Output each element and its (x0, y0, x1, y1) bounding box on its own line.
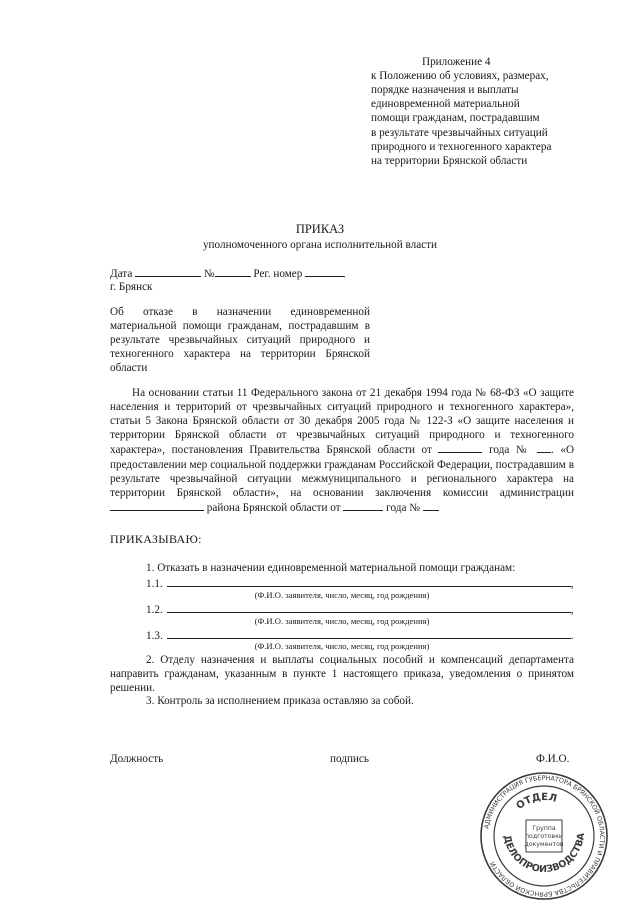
signature-position: Должность (110, 753, 164, 765)
conclusion-date-field[interactable] (343, 500, 383, 511)
item-2-text: 2. Отделу назначения и выплаты социальных пособий и компенсаций департамента направить гражданам, указанным в пункте 1 настоящего приказа, уведомления о принятом решении. (110, 654, 574, 695)
date-field[interactable] (135, 266, 201, 277)
fio-caption: (Ф.И.О. заявителя, число, месяц, год рождения) (254, 616, 430, 626)
document-subtitle: уполномоченного органа исполнительной власти (202, 239, 438, 251)
fio-field-2[interactable] (167, 602, 571, 613)
document-title: ПРИКАЗ (295, 222, 345, 236)
stamp-word-bottom: ДЕЛОПРОИЗВОДСТВА (501, 832, 588, 876)
stamp-word-top: ОТДЕЛ (514, 791, 558, 812)
conclusion-number-field[interactable] (423, 500, 439, 511)
stamp-graphic (478, 770, 610, 902)
district-field[interactable] (110, 500, 204, 511)
basis-text-1: На основании статьи 11 Федерального закона от 21 декабря 1994 года № 68-ФЗ «О защите населения и территорий от чрезвычайных ситуаций природного и техногенного характера», статьи 5 Закона Брянской области от 30 декабря 2005 года № 122-З «О защите населения и территории Брянской области от чрезвычайных ситуаций природного и техногенного характера», постановления Правительства Брянской области от (110, 387, 574, 457)
item-2 (110, 653, 574, 695)
appendix-line: к Положению об условиях, размерах, (371, 70, 549, 83)
stamp-center-line-1: Группа (532, 825, 556, 832)
reg-number-field[interactable] (305, 266, 345, 277)
resolution-date-field[interactable] (438, 442, 482, 453)
appendix-block (371, 55, 571, 168)
appendix-line: на территории Брянской области (371, 154, 528, 167)
reg-number-label: Рег. номер (253, 268, 303, 280)
item-1: 1. Отказать в назначении единовременной материальной помощи гражданам: (146, 562, 516, 574)
date-label: Дата (110, 268, 133, 280)
fio-caption: (Ф.И.О. заявителя, число, месяц, год рождения) (254, 641, 430, 651)
appendix-line: порядке назначения и выплаты (371, 84, 519, 97)
fio-row-end: . (570, 630, 574, 642)
fio-row-number: 1.3. (146, 630, 163, 642)
fio-row-end: , (570, 604, 574, 616)
stamp-center-line-3: документов (524, 841, 564, 848)
city-line: г. Брянск (110, 281, 153, 293)
fio-row-number: 1.1. (146, 578, 163, 590)
fio-row-end: , (570, 578, 574, 590)
fio-row-1 (146, 576, 576, 591)
appendix-line: единовременной материальной (371, 98, 520, 111)
basis-paragraph (110, 386, 574, 515)
order-subject: Об отказе в назначении единовременной материальной помощи гражданам, пострадавшим в результате чрезвычайных ситуаций природного и техногенного характера на территории Брянской области (110, 306, 370, 375)
fio-caption: (Ф.И.О. заявителя, число, месяц, год рождения) (254, 590, 430, 600)
appendix-line: помощи гражданам, пострадавшим (371, 112, 540, 125)
stamp-center-line-2: подготовки (525, 833, 563, 840)
basis-text-3: . «О предоставлении мер социальной поддержки гражданам Российской Федерации, пострадавшим в результате чрезвычайной ситуации межмуниципального и регионального характера на территории Брянской области», на основании заключения комиссии администрации (110, 444, 575, 499)
fio-row-2 (146, 602, 576, 617)
order-word: ПРИКАЗЫВАЮ: (110, 532, 202, 546)
resolution-number-field[interactable] (537, 442, 551, 453)
item-3: 3. Контроль за исполнением приказа оставляю за собой. (146, 695, 414, 707)
basis-text-5: года № (386, 501, 420, 514)
fio-row-number: 1.2. (146, 604, 163, 616)
fio-field-3[interactable] (167, 628, 571, 639)
basis-text-2: года № (489, 444, 531, 457)
signature-sign: подпись (330, 753, 369, 765)
appendix-line: в результате чрезвычайных ситуаций (371, 126, 548, 139)
appendix-line: природного и техногенного характера (371, 140, 552, 153)
fio-field-1[interactable] (167, 576, 571, 587)
date-line (110, 266, 580, 281)
number-field[interactable] (215, 266, 251, 277)
basis-text-4: района Брянской области от (206, 501, 341, 514)
stamp-ring-text: АДМИНИСТРАЦИЯ ГУБЕРНАТОРА БРЯНСКОЙ ОБЛАСТИ И ПРАВИТЕЛЬСТВА БРЯНСКОЙ ОБЛАСТИ (482, 773, 607, 899)
office-stamp (478, 770, 610, 902)
appendix-number: Приложение 4 (422, 56, 491, 68)
number-label: № (203, 268, 215, 280)
signature-fio: Ф.И.О. (536, 753, 570, 765)
